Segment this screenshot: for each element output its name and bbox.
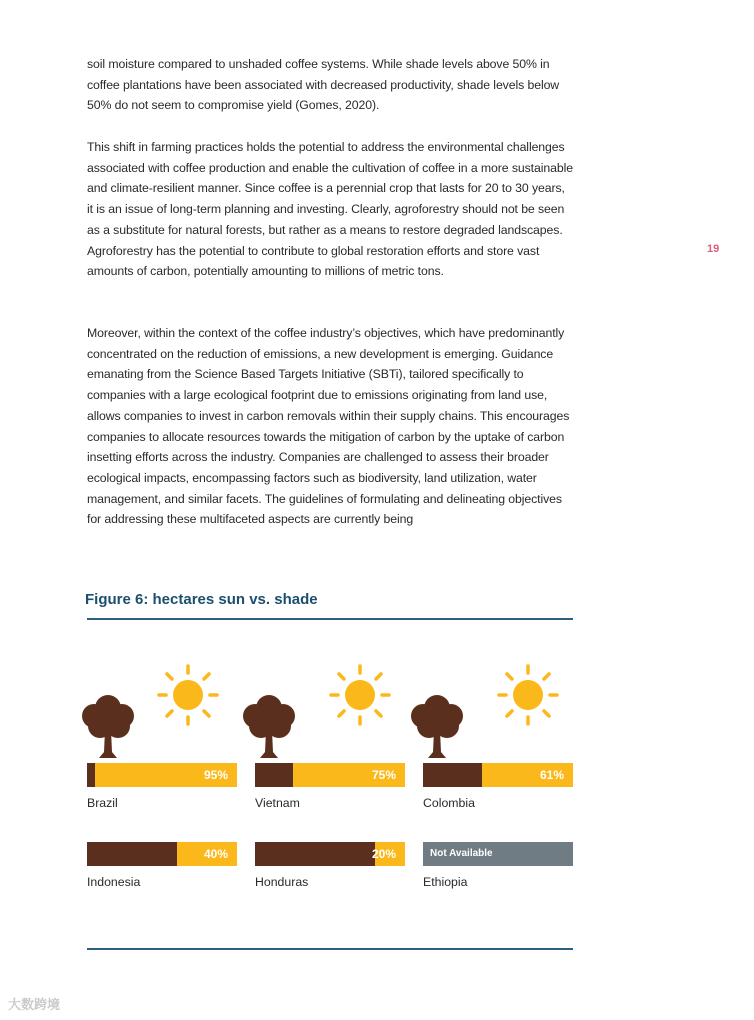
figure-title: Figure 6: hectares sun vs. shade bbox=[85, 591, 318, 608]
shade-segment bbox=[255, 763, 293, 787]
sun-percent-label: 20% bbox=[371, 847, 396, 861]
bar bbox=[423, 842, 573, 866]
shade-tree-icon bbox=[239, 690, 299, 760]
country-label: Indonesia bbox=[87, 875, 141, 889]
country-label: Brazil bbox=[87, 796, 118, 810]
sun-icon bbox=[497, 664, 559, 726]
sun-percent-label: 95% bbox=[203, 768, 228, 782]
sun-percent-label: Not Available bbox=[430, 848, 493, 859]
figure-bottom-rule bbox=[87, 948, 573, 950]
shade-segment bbox=[423, 763, 482, 787]
shade-tree-icon bbox=[407, 690, 467, 760]
shade-tree-icon bbox=[78, 690, 138, 760]
sun-percent-label: 40% bbox=[203, 847, 228, 861]
figure-top-rule bbox=[87, 618, 573, 620]
bar bbox=[255, 842, 405, 866]
country-label: Honduras bbox=[255, 875, 309, 889]
shade-segment bbox=[255, 842, 375, 866]
bar bbox=[255, 763, 405, 787]
sun-icon bbox=[329, 664, 391, 726]
shade-segment bbox=[87, 763, 95, 787]
country-label: Ethiopia bbox=[423, 875, 468, 889]
paragraph-2: This shift in farming practices holds the potential to address the environmental challenges associated with coffee production and enable the cultivation of coffee in a more sustainable and climate-resilient manner. Since coffee is a perennial crop that lasts for 20 to 30 years, it is an issue of long-term planning and investing. Clearly, agroforestry should not be seen as a substitute for natural forests, but rather as a means to restore degraded landscapes. Agroforestry has the potential to contribute to global restoration efforts and store vast amounts of carbon, potentially amounting to millions of metric tons. bbox=[87, 140, 573, 279]
watermark: 大数跨境 bbox=[8, 997, 61, 1012]
paragraph-1: soil moisture compared to unshaded coffee systems. While shade levels above 50% in coffee plantations have been associated with decreased productivity, shade levels below 50% do not seem to compromise yield (Gomes, 2020). bbox=[87, 57, 560, 113]
page-number: 19 bbox=[707, 243, 720, 255]
sun-percent-label: 75% bbox=[371, 768, 396, 782]
sun-percent-label: 61% bbox=[539, 768, 564, 782]
bar bbox=[87, 842, 237, 866]
shade-segment bbox=[87, 842, 177, 866]
bar bbox=[87, 763, 237, 787]
sun-icon bbox=[157, 664, 219, 726]
bar bbox=[423, 763, 573, 787]
country-label: Colombia bbox=[423, 796, 475, 810]
country-label: Vietnam bbox=[255, 796, 300, 810]
paragraph-3: Moreover, within the context of the coffee industry’s objectives, which have predominantly concentrated on the reduction of emissions, a new development is emerging. Guidance emanating from the Science Based Targets Initiative (SBTi), tailored specifically to companies with a large ecological footprint due to emissions originating from land use, allows companies to invest in carbon removals within their supply chains. This encourages companies to allocate resources towards the mitigation of carbon by the uptake of carbon insetting efforts across the industry. Companies are challenged to assess their broader ecological impacts, encompassing factors such as biodiversity, land utilization, water management, and similar facets. The guidelines of formulating and delineating objectives for addressing these multifaceted aspects are currently being bbox=[87, 326, 570, 527]
